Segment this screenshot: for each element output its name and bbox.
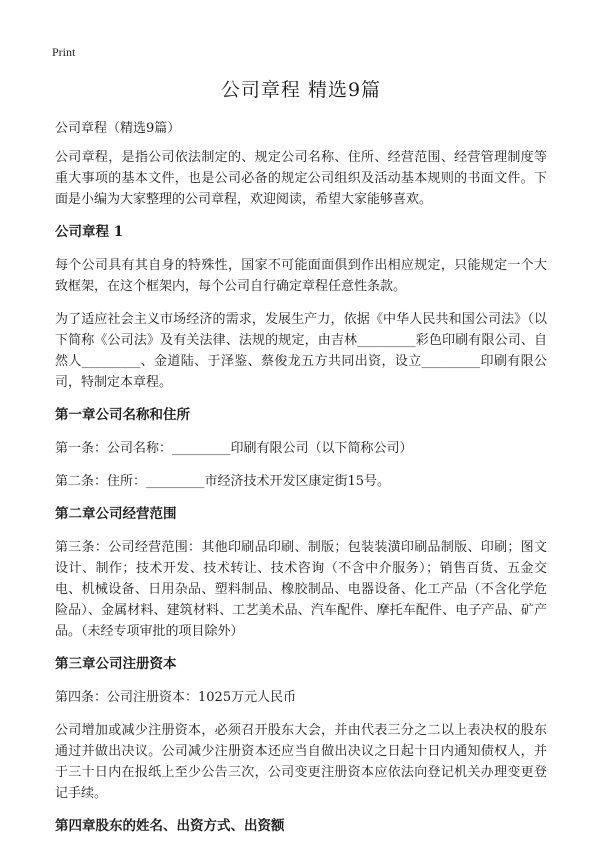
document-subtitle: 公司章程（精选9篇） <box>55 121 181 136</box>
article-1: 第一条：公司名称：_________印刷有限公司（以下简称公司） <box>55 441 413 456</box>
article-2: 第二条：住所：_________市经济技术开发区康定街15号。 <box>55 474 391 489</box>
page-title: 公司章程 精选9篇 <box>220 79 382 101</box>
section-heading-1: 公司章程 1 <box>55 224 124 240</box>
print-link[interactable]: Print <box>52 45 76 59</box>
article-3: 第三条：公司经营范围：其他印刷品印刷、制版；包装装潢印刷品制版、印刷；图文设计、制作；技术开发、技术转让、技术咨询（不含中介服务）；销售百货、五金交电、机械设备、日用杂品、塑料制品、橡胶制品、电器设备、化工产品（不含化学危险品）、金属材料、建筑材料、工艺美术品、汽车配件、摩托车配件、电子产品、矿产品。（未经专项审批的项目除外） <box>55 540 547 639</box>
document-body <box>55 78 547 849</box>
capital-change-paragraph: 公司增加或减少注册资本，必须召开股东大会，并由代表三分之二以上表决权的股东通过并做出决议。公司减少注册资本还应当自做出决议之日起十日内通知债权人，并于三十日内在报纸上至少公告三次，公司变更注册资本应依法向登记机关办理变更登记手续。 <box>55 723 547 801</box>
chapter-heading-2: 第二章公司经营范围 <box>55 506 177 522</box>
chapter-heading-4: 第四章股东的姓名、出资方式、出资额 <box>55 818 285 834</box>
chapter-heading-3: 第三章公司注册资本 <box>55 656 177 672</box>
section1-paragraph-1: 每个公司具有其自身的特殊性，国家不可能面面俱到作出相应规定，只能规定一个大致框架，在这个框架内，每个公司自行确定章程任意性条款。 <box>55 258 547 294</box>
article-4: 第四条：公司注册资本：1025万元人民币 <box>55 690 297 705</box>
intro-paragraph: 公司章程，是指公司依法制定的、规定公司名称、住所、经营范围、经营管理制度等重大事项的基本文件，也是公司必备的规定公司组织及活动基本规则的书面文件。下面是小编为大家整理的公司章程，欢迎阅读，希望大家能够喜欢。 <box>55 150 547 207</box>
section1-paragraph-2: 为了适应社会主义市场经济的需求，发展生产力，依据《中华人民共和国公司法》（以下简称《公司法》及有关法律、法规的规定，由吉林_________彩色印刷有限公司、自然人_________、金道陆、于泽鉴、蔡俊龙五方共同出资，设立_________印刷有限公司，特制定本章程。 <box>55 312 547 390</box>
chapter-heading-1: 第一章公司名称和住所 <box>55 407 190 423</box>
